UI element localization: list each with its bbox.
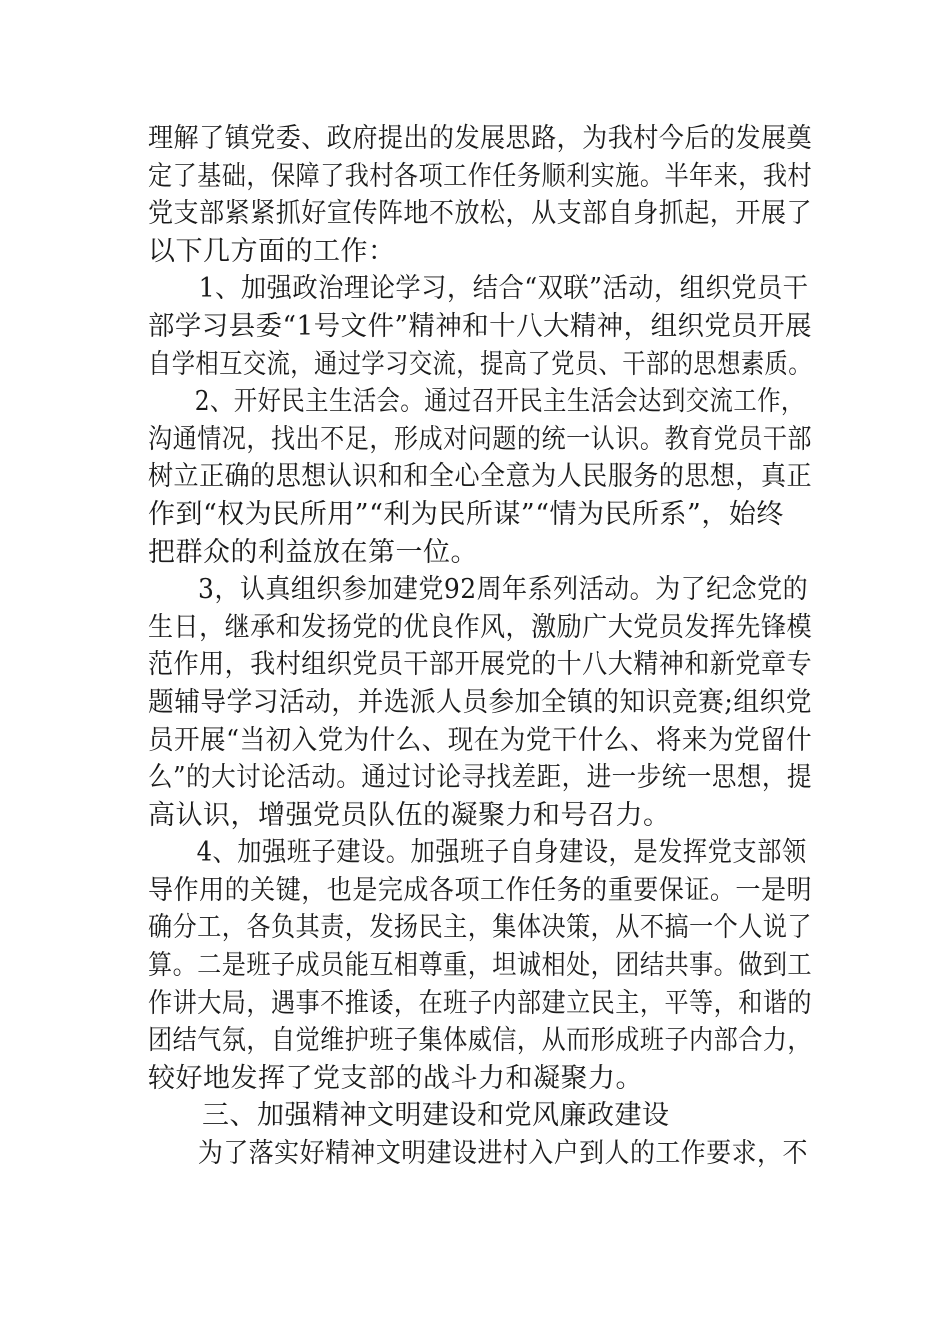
- text-line: 范作用，我村组织党员干部开展党的十八大精神和新党章专: [148, 649, 813, 681]
- text-line: 自学相互交流，通过学习交流，提高了党员、干部的思想素质。: [148, 348, 812, 380]
- text-line: 员开展“当初入党为什么、现在为党干什么、将来为党留什: [148, 724, 812, 756]
- text-line: 确分工，各负其责，发扬民主，集体决策，从不搞一个人说了: [148, 912, 813, 944]
- text-line: 定了基础，保障了我村各项工作任务顺利实施。半年来，我村: [148, 160, 813, 192]
- text-line: 生日，继承和发扬党的优良作风，激励广大党员发挥先锋模: [148, 611, 813, 643]
- text-line: 以下几方面的工作：: [148, 235, 396, 267]
- text-line: 理解了镇党委、政府提出的发展思路，为我村今后的发展奠: [148, 123, 813, 154]
- text-line: 树立正确的思想认识和和全心全意为人民服务的思想，真正: [148, 461, 813, 493]
- paragraph-start-line: 为了落实好精神文明建设进村入户到人的工作要求，不: [197, 1138, 808, 1170]
- text-line: 导作用的关键，也是完成各项工作任务的重要保证。一是明: [148, 874, 813, 906]
- paragraph-start-line: 1、加强政治理论学习，结合“双联”活动，组织党员干: [198, 273, 809, 305]
- text-line: 么”的大讨论活动。通过讨论寻找差距，进一步统一思想，提: [148, 762, 812, 794]
- text-line: 较好地发挥了党支部的战斗力和凝聚力。: [148, 1062, 643, 1094]
- paragraph-start-line: 4、加强班子建设。加强班子自身建设，是发挥党支部领: [196, 837, 807, 869]
- text-line: 作讲大局，遇事不推诿，在班子内部建立民主，平等，和谐的: [148, 987, 813, 1019]
- text-line: 把群众的利益放在第一位。: [148, 536, 478, 568]
- text-line: 党支部紧紧抓好宣传阵地不放松，从支部自身抓起，开展了: [148, 198, 813, 230]
- paragraph-start-line: 2、开好民主生活会。通过召开民主生活会达到交流工作，: [194, 386, 805, 418]
- text-line: 算。二是班子成员能互相尊重，坦诚相处，团结共事。做到工: [148, 950, 813, 982]
- section-heading: 三、加强精神文明建设和党风廉政建设: [202, 1100, 670, 1132]
- document-body: [148, 120, 812, 1173]
- text-line: 部学习县委“1号文件”精神和十八大精神，组织党员开展: [148, 310, 812, 342]
- text-line: 团结气氛，自觉维护班子集体威信，从而形成班子内部合力，: [148, 1025, 813, 1057]
- text-line: 高认识，增强党员队伍的凝聚力和号召力。: [148, 799, 671, 831]
- text-line: 题辅导学习活动，并选派人员参加全镇的知识竞赛;组织党: [148, 686, 812, 718]
- text-line: 作到“权为民所用”“利为民所谋”“情为民所系”，始终: [148, 498, 784, 530]
- paragraph-start-line: 3，认真组织参加建党92周年系列活动。为了纪念党的: [198, 574, 809, 606]
- text-line: 沟通情况，找出不足，形成对问题的统一认识。教育党员干部: [148, 423, 813, 455]
